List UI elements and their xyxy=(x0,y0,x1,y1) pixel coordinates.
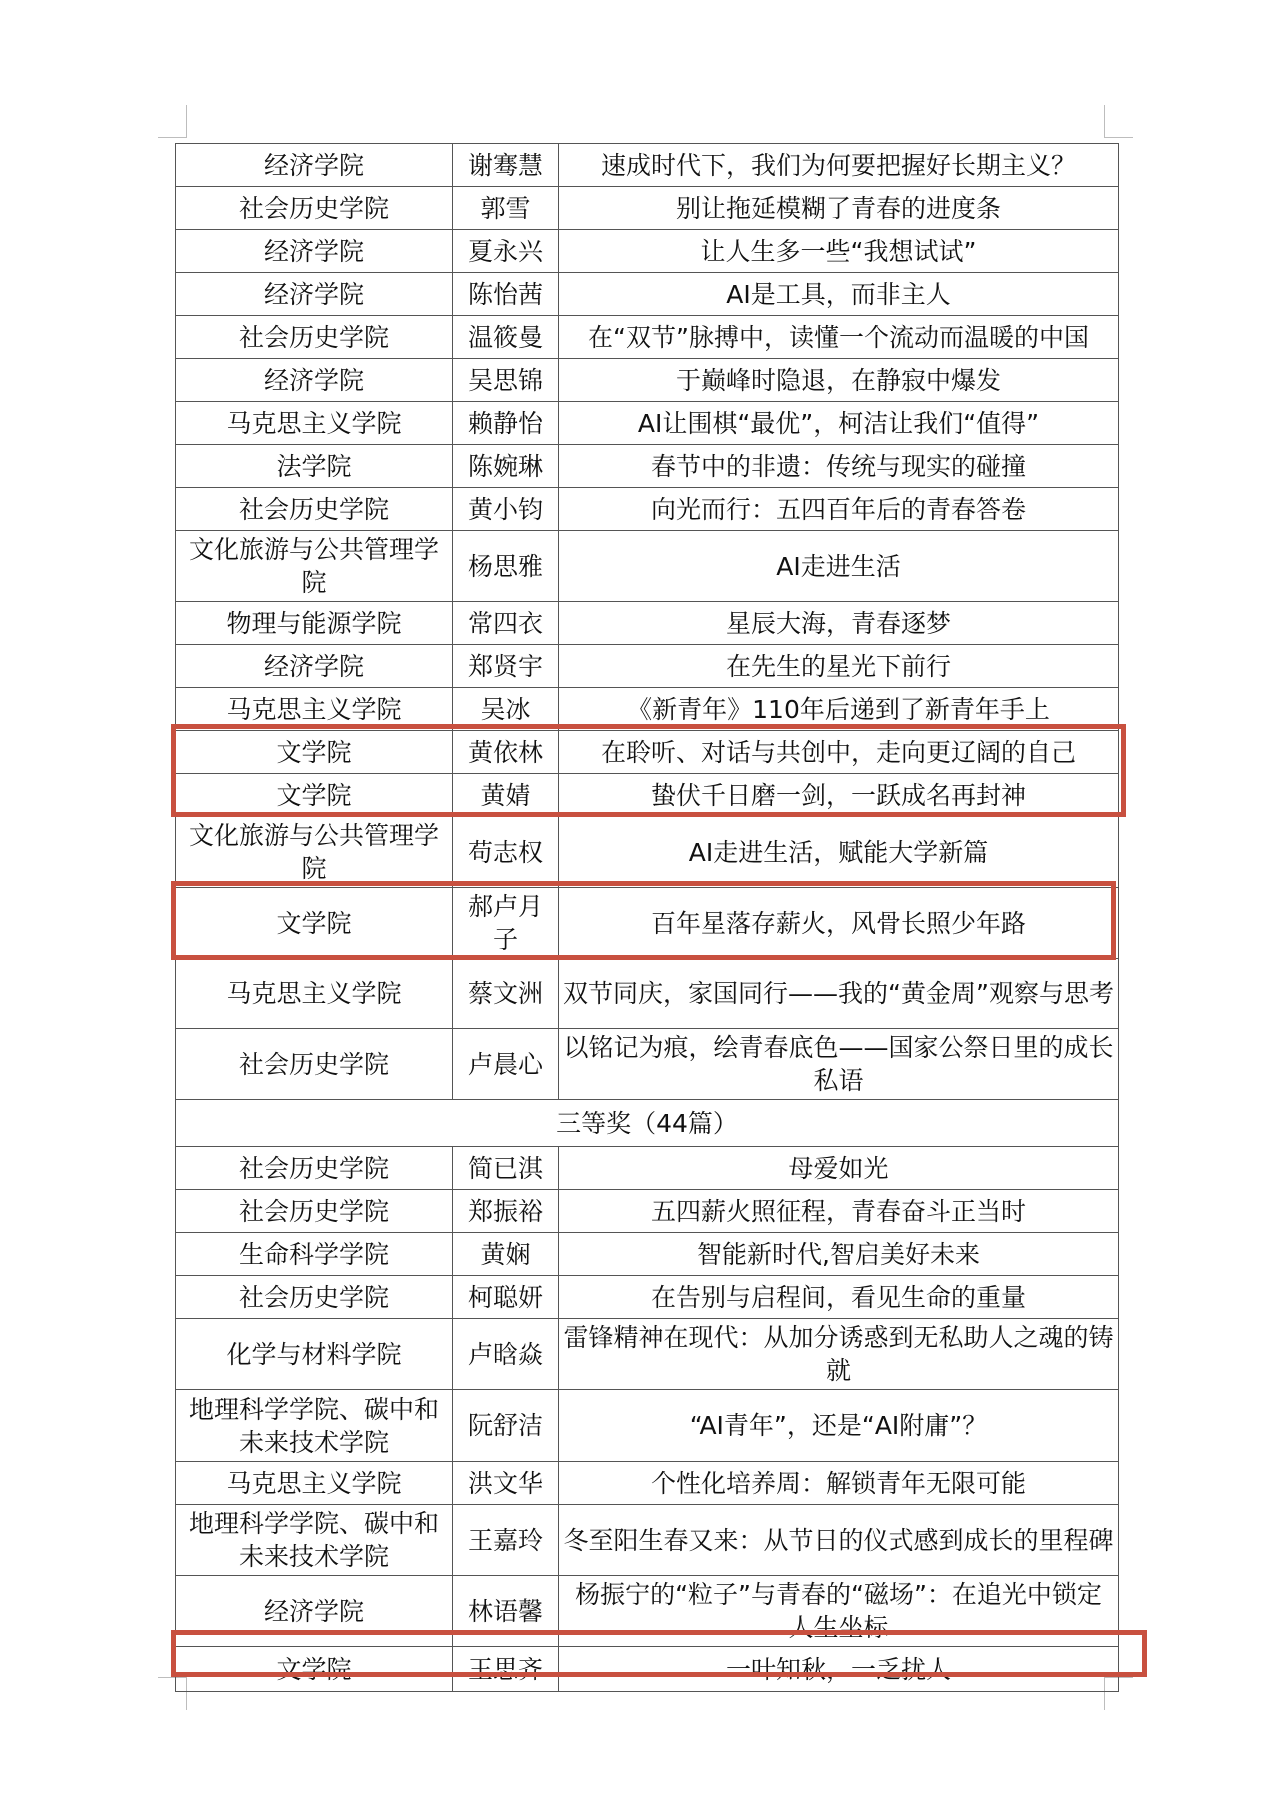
table-row xyxy=(176,531,1119,602)
table-row xyxy=(176,187,1119,230)
college-cell: 文学院 xyxy=(176,774,453,817)
essay-title-cell: 百年星落存薪火，风骨长照少年路 xyxy=(559,888,1119,959)
author-cell: 陈怡茜 xyxy=(453,273,559,316)
college-cell: 文学院 xyxy=(176,888,453,959)
table-row xyxy=(176,316,1119,359)
essay-title-cell: 雷锋精神在现代：从加分诱惑到无私助人之魂的铸就 xyxy=(559,1319,1119,1390)
table-row xyxy=(176,144,1119,187)
essay-title-cell: 在先生的星光下前行 xyxy=(559,645,1119,688)
author-cell: 王嘉玲 xyxy=(453,1505,559,1576)
author-cell: 吴思锦 xyxy=(453,359,559,402)
college-cell: 马克思主义学院 xyxy=(176,959,453,1029)
page-corner-mark-top-left xyxy=(158,105,187,138)
section-header-third-prize: 三等奖（44篇） xyxy=(176,1100,1119,1147)
table-row xyxy=(176,273,1119,316)
essay-title-cell: 双节同庆，家国同行——我的“黄金周”观察与思考 xyxy=(559,959,1119,1029)
essay-title-cell: 以铭记为痕，绘青春底色——国家公祭日里的成长私语 xyxy=(559,1029,1119,1100)
table-row xyxy=(176,817,1119,888)
college-cell: 社会历史学院 xyxy=(176,1276,453,1319)
essay-title-cell: 杨振宁的“粒子”与青春的“磁场”：在追光中锁定人生坐标 xyxy=(559,1576,1119,1647)
table-row xyxy=(176,1647,1119,1692)
table-row xyxy=(176,1390,1119,1462)
college-cell: 社会历史学院 xyxy=(176,316,453,359)
essay-title-cell: AI走进生活，赋能大学新篇 xyxy=(559,817,1119,888)
table-row xyxy=(176,645,1119,688)
college-cell: 化学与材料学院 xyxy=(176,1319,453,1390)
award-table xyxy=(175,143,1119,1692)
essay-title-cell: AI让围棋“最优”，柯洁让我们“值得” xyxy=(559,402,1119,445)
author-cell: 陈婉琳 xyxy=(453,445,559,488)
author-cell: 蔡文洲 xyxy=(453,959,559,1029)
table-row xyxy=(176,1276,1119,1319)
author-cell: 卢晗焱 xyxy=(453,1319,559,1390)
author-cell: 温筱曼 xyxy=(453,316,559,359)
author-cell: 黄小钧 xyxy=(453,488,559,531)
table-row xyxy=(176,230,1119,273)
college-cell: 马克思主义学院 xyxy=(176,688,453,731)
table-row xyxy=(176,774,1119,817)
table-row xyxy=(176,1319,1119,1390)
table-row xyxy=(176,402,1119,445)
essay-title-cell: 在告别与启程间，看见生命的重量 xyxy=(559,1276,1119,1319)
author-cell: 郭雪 xyxy=(453,187,559,230)
table-row xyxy=(176,888,1119,959)
essay-title-cell: 一叶知秋，一乏扰人 xyxy=(559,1647,1119,1692)
table-row xyxy=(176,959,1119,1029)
author-cell: 郑贤宇 xyxy=(453,645,559,688)
author-cell: 吴冰 xyxy=(453,688,559,731)
table-row xyxy=(176,731,1119,774)
essay-title-cell: 冬至阳生春又来：从节日的仪式感到成长的里程碑 xyxy=(559,1505,1119,1576)
essay-title-cell: 别让拖延模糊了青春的进度条 xyxy=(559,187,1119,230)
college-cell: 马克思主义学院 xyxy=(176,1462,453,1505)
essay-title-cell: 个性化培养周：解锁青年无限可能 xyxy=(559,1462,1119,1505)
table-row xyxy=(176,1505,1119,1576)
essay-title-cell: AI是工具，而非主人 xyxy=(559,273,1119,316)
author-cell: 林语馨 xyxy=(453,1576,559,1647)
essay-title-cell: 让人生多一些“我想试试” xyxy=(559,230,1119,273)
college-cell: 生命科学学院 xyxy=(176,1233,453,1276)
essay-title-cell: 母爱如光 xyxy=(559,1147,1119,1190)
college-cell: 社会历史学院 xyxy=(176,187,453,230)
college-cell: 经济学院 xyxy=(176,230,453,273)
author-cell: 简已淇 xyxy=(453,1147,559,1190)
author-cell: 常四衣 xyxy=(453,602,559,645)
table-row xyxy=(176,488,1119,531)
table-row xyxy=(176,1147,1119,1190)
college-cell: 社会历史学院 xyxy=(176,488,453,531)
essay-title-cell: 在“双节”脉搏中，读懂一个流动而温暖的中国 xyxy=(559,316,1119,359)
author-cell: 谢骞慧 xyxy=(453,144,559,187)
essay-title-cell: 五四薪火照征程，青春奋斗正当时 xyxy=(559,1190,1119,1233)
essay-title-cell: 智能新时代,智启美好未来 xyxy=(559,1233,1119,1276)
college-cell: 经济学院 xyxy=(176,359,453,402)
author-cell: 黄婧 xyxy=(453,774,559,817)
essay-title-cell: 在聆听、对话与共创中，走向更辽阔的自己 xyxy=(559,731,1119,774)
college-cell: 社会历史学院 xyxy=(176,1147,453,1190)
essay-title-cell: “AI青年”，还是“AI附庸”？ xyxy=(559,1390,1119,1462)
college-cell: 经济学院 xyxy=(176,1576,453,1647)
section-header-row xyxy=(176,1100,1119,1147)
author-cell: 苟志权 xyxy=(453,817,559,888)
table-row xyxy=(176,1462,1119,1505)
essay-title-cell: AI走进生活 xyxy=(559,531,1119,602)
author-cell: 郑振裕 xyxy=(453,1190,559,1233)
essay-title-cell: 星辰大海，青春逐梦 xyxy=(559,602,1119,645)
college-cell: 经济学院 xyxy=(176,273,453,316)
essay-title-cell: 蛰伏千日磨一剑，一跃成名再封神 xyxy=(559,774,1119,817)
author-cell: 阮舒洁 xyxy=(453,1390,559,1462)
college-cell: 经济学院 xyxy=(176,645,453,688)
table-row xyxy=(176,602,1119,645)
college-cell: 文化旅游与公共管理学院 xyxy=(176,531,453,602)
college-cell: 文学院 xyxy=(176,1647,453,1692)
author-cell: 柯聪妍 xyxy=(453,1276,559,1319)
essay-title-cell: 速成时代下，我们为何要把握好长期主义？ xyxy=(559,144,1119,187)
college-cell: 社会历史学院 xyxy=(176,1190,453,1233)
table-row xyxy=(176,445,1119,488)
page-corner-mark-top-right xyxy=(1104,105,1133,138)
table-row xyxy=(176,359,1119,402)
author-cell: 夏永兴 xyxy=(453,230,559,273)
essay-title-cell: 向光而行：五四百年后的青春答卷 xyxy=(559,488,1119,531)
author-cell: 王思齐 xyxy=(453,1647,559,1692)
table-row xyxy=(176,1029,1119,1100)
college-cell: 地理科学学院、碳中和未来技术学院 xyxy=(176,1505,453,1576)
college-cell: 文学院 xyxy=(176,731,453,774)
author-cell: 郝卢月子 xyxy=(453,888,559,959)
college-cell: 法学院 xyxy=(176,445,453,488)
author-cell: 杨思雅 xyxy=(453,531,559,602)
college-cell: 文化旅游与公共管理学院 xyxy=(176,817,453,888)
college-cell: 地理科学学院、碳中和未来技术学院 xyxy=(176,1390,453,1462)
table-row xyxy=(176,1576,1119,1647)
author-cell: 黄娴 xyxy=(453,1233,559,1276)
college-cell: 马克思主义学院 xyxy=(176,402,453,445)
author-cell: 卢晨心 xyxy=(453,1029,559,1100)
essay-title-cell: 于巅峰时隐退，在静寂中爆发 xyxy=(559,359,1119,402)
table-row xyxy=(176,1233,1119,1276)
table-row xyxy=(176,688,1119,731)
essay-title-cell: 《新青年》110年后递到了新青年手上 xyxy=(559,688,1119,731)
author-cell: 赖静怡 xyxy=(453,402,559,445)
author-cell: 洪文华 xyxy=(453,1462,559,1505)
essay-title-cell: 春节中的非遗：传统与现实的碰撞 xyxy=(559,445,1119,488)
table-row xyxy=(176,1190,1119,1233)
college-cell: 物理与能源学院 xyxy=(176,602,453,645)
college-cell: 社会历史学院 xyxy=(176,1029,453,1100)
author-cell: 黄依林 xyxy=(453,731,559,774)
college-cell: 经济学院 xyxy=(176,144,453,187)
